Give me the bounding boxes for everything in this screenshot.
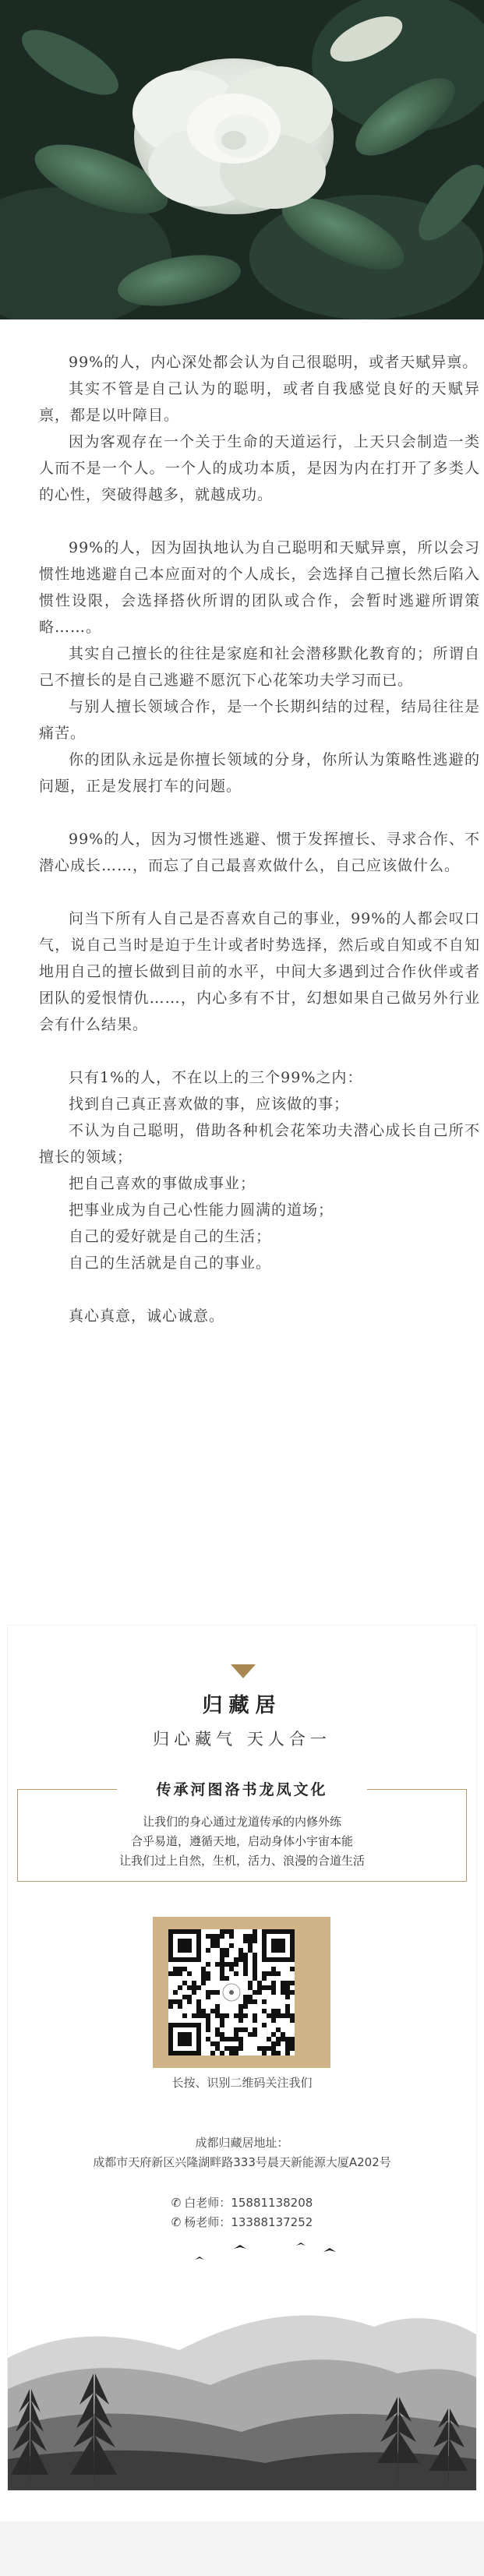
triangle-ornament-icon bbox=[231, 1664, 256, 1678]
contact-name: 白老师 bbox=[184, 2196, 220, 2210]
frame-border-right bbox=[367, 1789, 466, 1790]
article-paragraph: 真心真意，诚心诚意。 bbox=[69, 1307, 225, 1325]
paragraph-gap bbox=[39, 508, 480, 535]
frame-border-left bbox=[17, 1789, 117, 1790]
frame-line: 合乎易道，遵循天地，启动身体小宇宙本能 bbox=[130, 1834, 353, 1848]
address-block bbox=[8, 2133, 476, 2172]
article-paragraph: 因为客观存在一个关于生命的天道运行，上天只会制造一类人而不是一个人。一个人的成功本质，是因为内在打开了多类人的心性，突破得越多，就越成功。 bbox=[39, 433, 480, 503]
article-paragraph: 不认为自己聪明，借助各种机会花笨功夫潜心成长自己所不擅长的领域； bbox=[39, 1122, 480, 1166]
article-body bbox=[39, 349, 480, 1329]
qr-caption: 长按、识别二维码关注我们 bbox=[171, 2076, 313, 2090]
article-paragraph: 自己的生活就是自己的事业。 bbox=[69, 1254, 272, 1272]
frame-title: 传承河图洛书龙凤文化 bbox=[156, 1781, 328, 1798]
frame-line: 让我们的身心通过龙道传承的内修外练 bbox=[142, 1815, 341, 1829]
qr-code[interactable] bbox=[168, 1929, 295, 2056]
article-paragraph: 99%的人，因为固执地认为自己聪明和天赋异禀，所以会习惯性地逃避自己本应面对的个人成长，会选择自己擅长然后陷入惯性设限，会选择搭伙所谓的团队或合作，会暂时逃避所谓策略……。 bbox=[39, 539, 480, 636]
article-paragraph: 99%的人，内心深处都会认为自己很聪明，或者天赋异禀。 bbox=[69, 354, 479, 371]
article-paragraph: 与别人擅长领域合作，是一个长期纠结的过程，结局往往是痛苦。 bbox=[39, 698, 480, 742]
bottom-bar bbox=[0, 2521, 484, 2576]
article-paragraph: 把事业成为自己心性能力圆满的道场； bbox=[69, 1202, 334, 1219]
paragraph-gap bbox=[39, 1038, 480, 1064]
article-paragraph: 你的团队永远是你擅长领域的分身，你所认为策略性逃避的问题，正是发展打车的问题。 bbox=[39, 751, 480, 795]
paragraph-gap bbox=[39, 1276, 480, 1303]
phone-icon: ✆ bbox=[171, 2196, 182, 2210]
article-paragraph: 找到自己真正喜欢做的事，应该做的事； bbox=[69, 1096, 350, 1113]
qr-code-icon bbox=[168, 1929, 295, 2056]
birds-icon bbox=[195, 2241, 336, 2260]
address-label: 成都归藏居地址： bbox=[195, 2136, 289, 2150]
brand-slogan: 归心藏气 天人合一 bbox=[153, 1730, 331, 1749]
contact-phone[interactable]: 15881138208 bbox=[231, 2196, 313, 2210]
article-paragraph: 99%的人，因为习惯性逃避、惯于发挥擅长、寻求合作、不潜心成长……，而忘了自己最喜欢做什么，自己应该做什么。 bbox=[39, 831, 480, 874]
contact-phone[interactable]: 13388137252 bbox=[231, 2215, 313, 2229]
contact-list bbox=[8, 2193, 476, 2232]
article-paragraph: 其实自己擅长的往往是家庭和社会潜移默化教育的；所谓自己不擅长的是自己逃避不愿沉下心花笨功夫学习而已。 bbox=[39, 645, 480, 689]
brand-name: 归藏居 bbox=[202, 1694, 282, 1717]
hero-photo bbox=[0, 0, 484, 319]
frame-line: 让我们过上自然，生机，活力、浪漫的合道生活 bbox=[118, 1854, 365, 1868]
article-paragraph: 只有1%的人，不在以上的三个99%之内： bbox=[69, 1069, 363, 1086]
article-paragraph: 自己的爱好就是自己的生活； bbox=[69, 1228, 272, 1245]
paragraph-gap bbox=[39, 879, 480, 905]
frame-lines bbox=[17, 1812, 467, 1871]
phone-icon: ✆ bbox=[171, 2215, 182, 2229]
article-paragraph: 问当下所有人自己是否喜欢自己的事业，99%的人都会叹口气，说自己当时是迫于生计或者时势选择，然后或自知或不自知地用自己的擅长做到目前的水平，中间大多遇到过合作伙伴或者团队的爱恨情仇……，内心多有不甘，幻想如果自己做另外行业会有什么结果。 bbox=[39, 910, 480, 1033]
paragraph-gap bbox=[39, 799, 480, 826]
contact-item[interactable]: ✆ 杨老师：13388137252 bbox=[8, 2213, 476, 2232]
qr-code-frame[interactable] bbox=[153, 1917, 330, 2068]
address-text: 成都市天府新区兴隆湖畔路333号晨天新能源大厦A202号 bbox=[93, 2155, 391, 2169]
article-paragraph: 其实不管是自己认为的聪明，或者自我感觉良好的天赋异禀，都是以叶障目。 bbox=[39, 380, 480, 424]
promo-card bbox=[8, 1625, 476, 2490]
contact-item[interactable]: ✆ 白老师：15881138208 bbox=[8, 2193, 476, 2213]
article-paragraph: 把自己喜欢的事做成事业； bbox=[69, 1175, 256, 1192]
camellia-image bbox=[0, 0, 484, 319]
ink-landscape-illustration bbox=[8, 2241, 476, 2490]
contact-name: 杨老师 bbox=[184, 2215, 220, 2229]
